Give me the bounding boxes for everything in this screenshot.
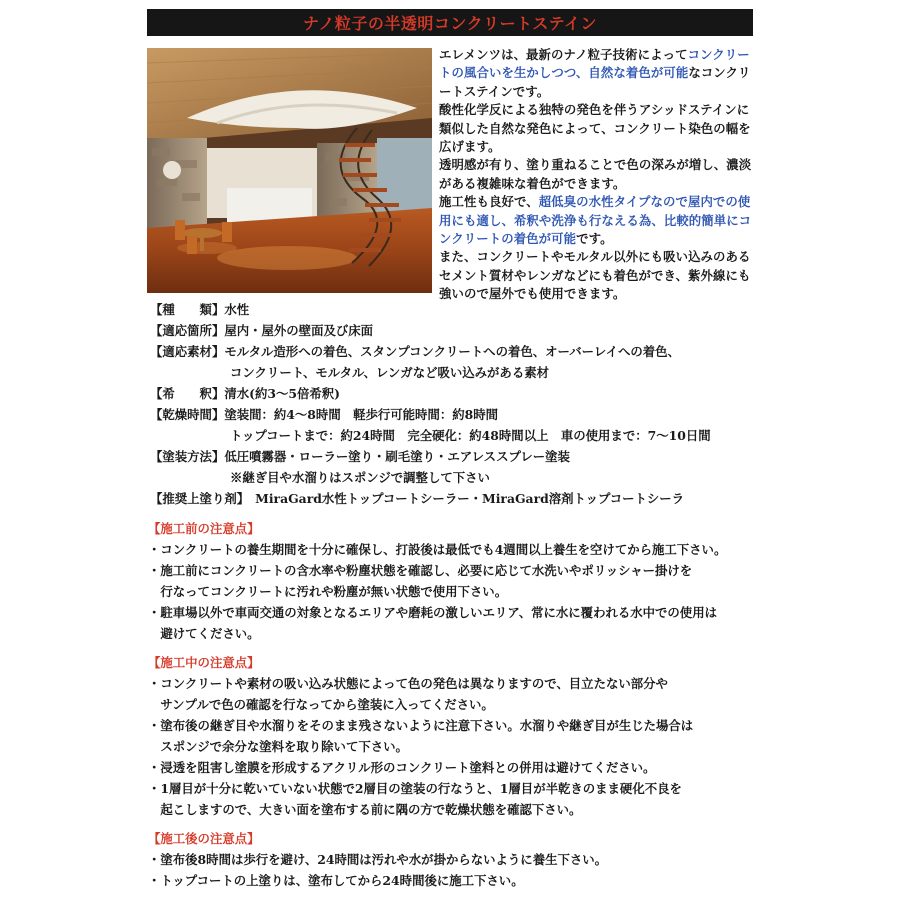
spec-label: 【推奨上塗り剤】 bbox=[150, 491, 250, 506]
intro-p1-highlight: コンクリートの風合いを生かしつつ、自然な着色が可能 bbox=[439, 47, 750, 81]
spec-label: 【適応素材】 bbox=[150, 344, 225, 359]
spec-table bbox=[150, 299, 770, 509]
intro-text bbox=[439, 46, 759, 304]
intro-p4-c: です。 bbox=[576, 231, 613, 247]
intro-paragraph-1 bbox=[439, 46, 759, 101]
title-banner bbox=[147, 9, 753, 36]
spec-row-drying bbox=[150, 404, 770, 425]
note-line: 起こしますので、大きい面を塗布する前に隅の方で乾燥状態を確認下さい。 bbox=[148, 802, 582, 817]
note-line: ・コンクリートの養生期間を十分に確保し、打設後は最低でも4週間以上養生を空けてから施工下さい。 bbox=[148, 542, 727, 557]
notes-after bbox=[148, 828, 768, 891]
note-line: 行なってコンクリートに汚れや粉塵が無い状態で使用下さい。 bbox=[148, 584, 508, 599]
notes-section bbox=[148, 518, 768, 899]
spec-value-cont: コンクリート、モルタル、レンガなど吸い込みがある素材 bbox=[230, 365, 549, 380]
notes-during bbox=[148, 652, 768, 820]
spec-value-cont: トップコートまで：約24時間 完全硬化：約48時間以上 車の使用まで：7～10日間 bbox=[230, 428, 711, 443]
notes-heading: 【施工中の注意点】 bbox=[148, 655, 260, 670]
spec-label: 【種 類】 bbox=[150, 302, 225, 317]
note-line: ・トップコートの上塗りは、塗布してから24時間後に施工下さい。 bbox=[148, 873, 524, 888]
note-line: サンプルで色の確認を行なってから塗装に入ってください。 bbox=[148, 697, 494, 712]
spec-row-material bbox=[150, 341, 770, 362]
spec-value: 水性 bbox=[224, 302, 250, 317]
note-line: ・塗布後8時間は歩行を避け、24時間は汚れや水が掛からないように養生下さい。 bbox=[148, 852, 608, 867]
spec-label: 【適応箇所】 bbox=[150, 323, 225, 338]
spec-label: 【乾燥時間】 bbox=[150, 407, 225, 422]
spec-value: モルタル造形への着色、スタンプコンクリートへの着色、オーバーレイへの着色、 bbox=[224, 344, 680, 359]
intro-p1-c: なコンクリートステインです。 bbox=[439, 65, 751, 99]
note-line: ・塗布後の継ぎ目や水溜りをそのまま残さないように注意下さい。水溜りや継ぎ目が生じた場合は bbox=[148, 718, 694, 733]
intro-paragraph-5: また、コンクリートやモルタル以外にも吸い込みのあるセメント質材やレンガなどにも着色ができ、紫外線にも強いので屋外でも使用できます。 bbox=[439, 249, 751, 302]
spec-row-method bbox=[150, 446, 770, 467]
product-photo bbox=[147, 48, 432, 293]
note-line: 避けてください。 bbox=[148, 626, 260, 641]
spec-row-type bbox=[150, 299, 770, 320]
notes-heading: 【施工後の注意点】 bbox=[148, 831, 260, 846]
intro-p4-a: 施工性も良好で、 bbox=[439, 194, 539, 210]
banner-title: ナノ粒子の半透明コンクリートステイン bbox=[303, 14, 597, 33]
note-line: スポンジで余分な塗料を取り除いて下さい。 bbox=[148, 739, 408, 754]
spec-value: MiraGard水性トップコートシーラー・MiraGard溶剤トップコートシーラ bbox=[255, 491, 685, 506]
note-line: ・施工前にコンクリートの含水率や粉塵状態を確認し、必要に応じて水洗いやポリッシャー掛けを bbox=[148, 563, 693, 578]
spec-row-topcoat bbox=[150, 488, 770, 509]
notes-heading: 【施工前の注意点】 bbox=[148, 521, 260, 536]
spec-label: 【希 釈】 bbox=[150, 386, 225, 401]
intro-paragraph-3: 透明感が有り、塗り重ねることで色の深みが増し、濃淡がある複雑味な着色ができます。 bbox=[439, 157, 752, 191]
intro-p1-a: エレメンツは、最新のナノ粒子技術によって bbox=[439, 47, 688, 62]
spec-value: 低圧噴霧器・ローラー塗り・刷毛塗り・エアレススプレー塗装 bbox=[224, 449, 570, 464]
notes-before bbox=[148, 518, 768, 644]
spec-row-location bbox=[150, 320, 770, 341]
note-line: ・浸透を阻害し塗膜を形成するアクリル形のコンクリート塗料との併用は避けてください。 bbox=[148, 760, 656, 775]
note-line: ・1層目が十分に乾いていない状態で2層目の塗装の行なうと、1層目が半乾きのまま硬化不良を bbox=[148, 781, 682, 796]
note-line: ・駐車場以外で車両交通の対象となるエリアや磨耗の激しいエリア、常に水に覆われる水中での使用は bbox=[148, 605, 717, 620]
spec-value: 清水(約3～5倍希釈) bbox=[224, 386, 341, 401]
intro-paragraph-4 bbox=[439, 193, 759, 248]
interior-stained-concrete-photo bbox=[147, 48, 432, 293]
spec-row-dilution bbox=[150, 383, 770, 404]
intro-paragraph-2: 酸性化学反による独特の発色を伴うアシッドステインに類似した自然な発色によって、コンクリート染色の幅を広げます。 bbox=[439, 102, 751, 155]
spec-value-cont: ※継ぎ目や水溜りはスポンジで調整して下さい bbox=[230, 470, 490, 485]
spec-value: 屋内・屋外の壁面及び床面 bbox=[224, 323, 374, 338]
intro-p4-highlight: 超低臭の水性タイプなので屋内での使用にも適し、希釈や洗浄も行なえる為、比較的簡単にコンクリートの着色が可能 bbox=[439, 194, 752, 247]
spec-value: 塗装間：約4～8時間 軽歩行可能時間：約8時間 bbox=[224, 407, 499, 422]
spec-label: 【塗装方法】 bbox=[150, 449, 225, 464]
note-line: ・コンクリートや素材の吸い込み状態によって色の発色は異なりますので、目立たない部分や bbox=[148, 676, 668, 691]
